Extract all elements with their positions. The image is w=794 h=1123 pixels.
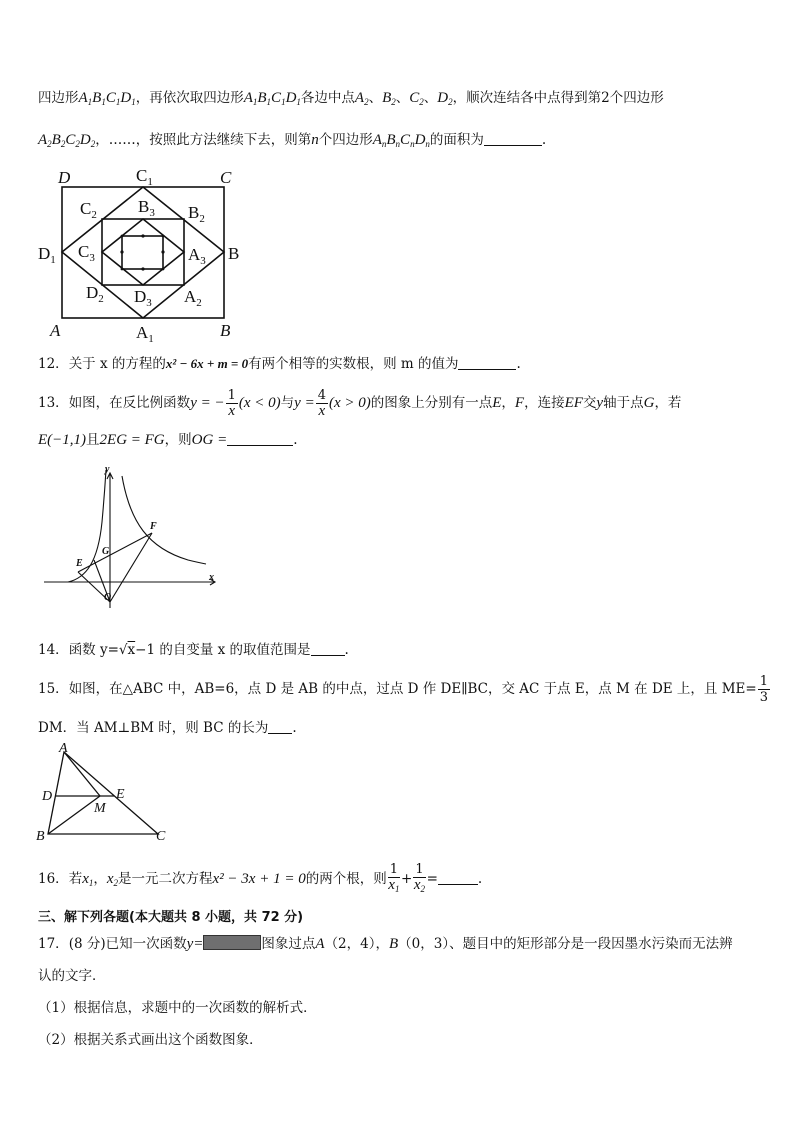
nested-quadrilaterals-figure [36,162,246,342]
section-3-title: 三、解下列各题(本大题共 8 小题，共 72 分) [38,910,304,925]
question-13: 13．如图，在反比例函数y = − $\frac{1}{x}$ (x < 0)与y = $\frac{4}{x}$ (x > 0)的图象上分别有一点E，F，连接EF交y轴于点G，若 [38,388,682,419]
label-C2: $C_2$ [80,199,97,221]
rect-A2B2C2D2 [102,219,184,285]
label-y: y [105,464,110,475]
rect-A4B4C4D4 [122,236,163,269]
label-C: C [220,168,232,187]
q11-line-2: $A_2B_2C_2D_2$，……，按照此方法继续下去，则第n个四边形$A_nB_nC_nD_n$的面积为 . [38,132,547,149]
question-14: 14．函数 y=√x−1 的自变量 x 的取值范围是 . [38,642,349,658]
q11-line-1: 四边形$A_1B_1C_1D_1$，再依次取四边形$A_1B_1C_1D_1$各边中点$A_2$、$B_2$、$C_2$、$D_2$，顺次连结各中点得到第2个四边形 [38,90,664,107]
question-17-part-1: （1）根据信息，求题中的一次函数的解析式． [38,1000,317,1016]
equation: x² − 6x + m = 0 [165,356,249,371]
curve-left-branch [68,470,106,582]
label-F: F [150,521,157,532]
question-17: 17．(8 分)已知一次函数y= 图象过点A（2，4），B（0，3）、题目中的矩形部分是一段因墨水污染而无法辨 [38,936,733,952]
label-E: E [76,558,83,569]
label-D2: $D_2$ [86,283,104,305]
answer-blank[interactable] [484,131,542,146]
label-x: x [209,572,214,583]
ink-stain-block [203,935,261,950]
answer-blank[interactable] [311,641,345,656]
rhombus-A3B3C3D3 [102,219,184,285]
label-B1: B [228,244,240,263]
label-E: E [116,787,125,802]
question-17-part-2: （2）根据关系式画出这个函数图象． [38,1032,263,1048]
question-12: 12．关于 x 的方程的x² − 6x + m = 0有两个相等的实数根，则 m 的值为 . [38,356,521,372]
label-D: D [42,789,53,804]
segment-OF [110,533,152,602]
question-15-line-2: DM．当 AM⊥BM 时，则 BC 的长为 . [38,720,297,736]
reciprocal-function-figure [38,462,228,612]
question-17-line-2: 认的文字． [38,968,106,984]
answer-blank[interactable] [227,431,293,446]
label-D1: $D_1$ [38,244,56,266]
label-A2: $A_2$ [184,287,202,309]
segment-AM [64,752,100,796]
triangle-figure [34,742,174,842]
label-O: O [104,592,112,603]
label-B2: $B_2$ [188,203,205,225]
question-13-line-2: E(−1,1)且2EG = FG，则OG = . [38,432,298,448]
label-M: M [94,801,106,816]
segment-BM [48,796,100,834]
label-D: D [58,168,71,187]
answer-blank[interactable] [458,355,516,370]
label-B: B [220,321,231,340]
label-C1: $C_1$ [136,166,153,188]
question-15: 15．如图，在△ABC 中，AB=6，点 D 是 AB 的中点，过点 D 作 DE∥BC，交 AC 于点 E，点 M 在 DE 上，且 ME= $\frac{1}{3}$ [38,674,768,705]
question-16: 16．若$x_1$，$x_2$是一元二次方程x² − 3x + 1 = 0的两个根，则 $\frac{1}{x_1}$ + $\frac{1}{x_2}$ = . [38,862,483,894]
label-A3: $A_3$ [188,245,206,267]
curve-right-branch [122,476,206,564]
label-A: A [50,321,61,340]
label-C3: $C_3$ [78,242,95,264]
label-B: B [36,829,45,842]
label-B3: $B_3$ [138,197,155,219]
answer-blank[interactable] [268,719,292,734]
label-G: G [102,546,110,557]
label-A1: $A_1$ [136,323,154,342]
label-A: A [59,742,68,756]
sqrt-sign: √x [118,642,136,658]
label-D3: $D_3$ [134,287,152,309]
answer-blank[interactable] [438,870,478,885]
label-C: C [156,829,166,842]
segment-EF [78,533,152,572]
